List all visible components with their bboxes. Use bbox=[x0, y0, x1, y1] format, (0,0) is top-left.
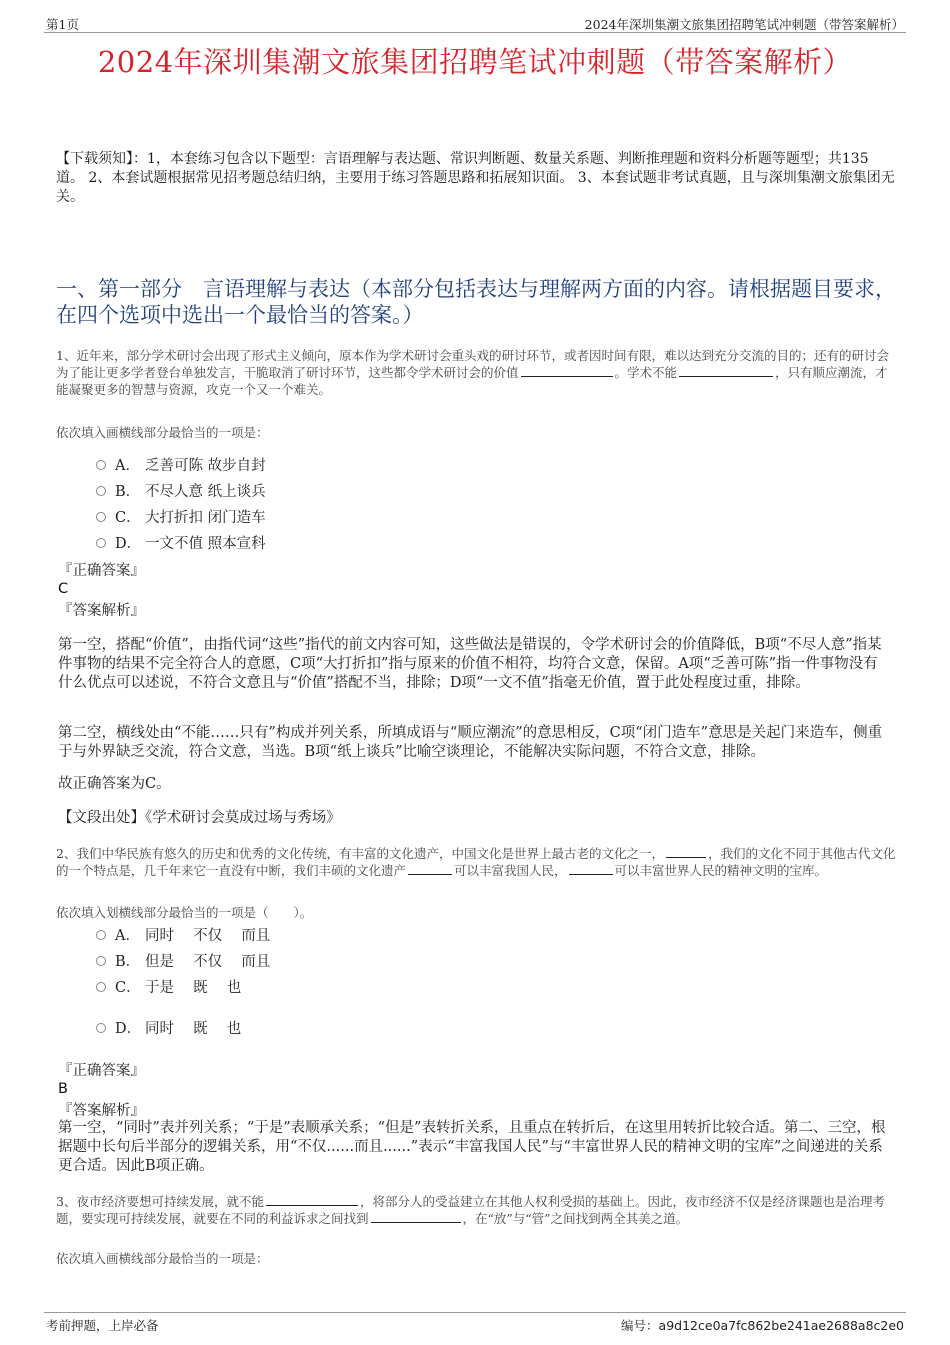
question-2-prompt: 依次填入划横线部分最恰当的一项是（ ）。 bbox=[56, 905, 313, 920]
fill-blank bbox=[266, 1193, 358, 1206]
page-footer bbox=[44, 1312, 906, 1333]
q2-option-d[interactable]: D． 同时 既 也 bbox=[96, 1019, 241, 1039]
radio-icon[interactable] bbox=[96, 486, 106, 496]
q2-answer-label: 『正确答案』 bbox=[58, 1063, 145, 1079]
fill-blank bbox=[408, 862, 452, 875]
q1-analysis-conclusion: 故正确答案为C。 bbox=[58, 776, 171, 792]
q2-analysis-label: 『答案解析』 bbox=[58, 1103, 145, 1119]
radio-icon[interactable] bbox=[96, 930, 106, 940]
footer-slogan: 考前押题，上岸必备 bbox=[46, 1318, 159, 1333]
fill-blank bbox=[569, 862, 613, 875]
question-3-stem: 3、夜市经济要想可持续发展，就不能 ，将部分人的受益建立在其他人权利受损的基础上。因此，夜市经济不仅是经济课题也是治理考题，要实现可持续发展，就要在不同的利益诉求之间找到 ，在“放”与“管”之间找到两全其美之道。 bbox=[56, 1194, 885, 1226]
q1-option-c[interactable]: C． 大打折扣 闭门造车 bbox=[96, 508, 266, 528]
section-heading: 一、第一部分 言语理解与表达（本部分包括表达与理解两方面的内容。请根据题目要求，在四个选项中选出一个最恰当的答案。） bbox=[56, 277, 896, 327]
q2-option-b[interactable]: B． 但是 不仅 而且 bbox=[96, 952, 270, 972]
radio-icon[interactable] bbox=[96, 460, 106, 470]
q2-option-c[interactable]: C． 于是 既 也 bbox=[96, 978, 241, 998]
q2-answer: B bbox=[58, 1081, 68, 1097]
q1-answer-label: 『正确答案』 bbox=[58, 563, 145, 579]
q1-option-d[interactable]: D． 一文不值 照本宣科 bbox=[96, 534, 266, 554]
radio-icon[interactable] bbox=[96, 512, 106, 522]
fill-blank bbox=[521, 364, 613, 377]
radio-icon[interactable] bbox=[96, 1023, 106, 1033]
page-header bbox=[44, 14, 906, 33]
header-doc-title: 2024年深圳集潮文旅集团招聘笔试冲刺题（带答案解析） bbox=[584, 17, 904, 32]
question-3-prompt: 依次填入画横线部分最恰当的一项是： bbox=[56, 1251, 269, 1266]
q1-answer: C bbox=[58, 581, 69, 597]
q1-analysis-para-1: 第一空，搭配“价值”，由指代词“这些”指代的前文内容可知，这些做法是错误的，令学术研讨会的价值降低，B项“不尽人意”指某件事物的结果不完全符合人的意愿，C项“大打折扣”指与原来的价值不相符，均符合文意，保留。A项“乏善可陈”指一件事物没有什么优点可以述说，不符合文意且与“价值”搭配不当，排除；D项“一文不值”指毫无价值，置于此处程度过重，排除。 bbox=[58, 637, 882, 691]
q1-option-b[interactable]: B． 不尽人意 纸上谈兵 bbox=[96, 482, 266, 502]
fill-blank bbox=[679, 364, 773, 377]
radio-icon[interactable] bbox=[96, 538, 106, 548]
question-2-stem: 2、我们中华民族有悠久的历史和优秀的文化传统，有丰富的文化遗产，中国文化是世界上最古老的文化之一， ，我们的文化不同于其他古代文化的一个特点是，几千年来它一直没有中断，我们丰硕的文化遗产 可以丰富我国人民， 可以丰富世界人民的精神文明的宝库。 bbox=[56, 846, 896, 878]
fill-blank bbox=[371, 1210, 461, 1223]
q2-option-a[interactable]: A． 同时 不仅 而且 bbox=[96, 926, 270, 946]
q1-analysis-label: 『答案解析』 bbox=[58, 603, 145, 619]
page-number-label: 第1页 bbox=[46, 17, 79, 32]
fill-blank bbox=[666, 845, 706, 858]
q1-option-a[interactable]: A． 乏善可陈 故步自封 bbox=[96, 456, 266, 476]
question-1-prompt: 依次填入画横线部分最恰当的一项是： bbox=[56, 425, 269, 440]
question-1-stem: 1、近年来，部分学术研讨会出现了形式主义倾向，原本作为学术研讨会重头戏的研讨环节，或者因时间有限，难以达到充分交流的目的；还有的研讨会为了能让更多学者登台单独发言，干脆取消了研讨环节，这些都令学术研讨会的价值 。学术不能 ，只有顺应潮流，才能凝聚更多的智慧与资源，攻克一个又一个难关。 bbox=[56, 348, 889, 397]
q1-source: 【文段出处】《学术研讨会莫成过场与秀场》 bbox=[58, 810, 341, 826]
q2-analysis: 第一空，“同时”表并列关系；“于是”表顺承关系；“但是”表转折关系，且重点在转折后，在这里用转折比较合适。第二、三空，根据题中长句后半部分的逻辑关系，用“不仅......而且......”表示“丰富我国人民”与“丰富世界人民的精神文明的宝库”之间递进的关系更合适。因此B项正确。 bbox=[58, 1120, 886, 1174]
document-title: 2024年深圳集潮文旅集团招聘笔试冲刺题（带答案解析） bbox=[97, 45, 853, 79]
radio-icon[interactable] bbox=[96, 982, 106, 992]
footer-serial-number: 编号：a9d12ce0a7fc862be241ae2688a8c2e0 bbox=[621, 1318, 904, 1333]
download-notice: 【下载须知】：1，本套练习包含以下题型：言语理解与表达题、常识判断题、数量关系题、判断推理题和资料分析题等题型；共135道。 2、本套试题根据常见招考题总结归纳，主要用于练习答题思路和拓展知识面。 3、本套试题非考试真题，且与深圳集潮文旅集团无关。 bbox=[56, 151, 895, 205]
q1-analysis-para-2: 第二空，横线处由“不能……只有”构成并列关系，所填成语与“顺应潮流”的意思相反，C项“闭门造车”意思是关起门来造车，侧重于与外界缺乏交流，符合文意，当选。B项“纸上谈兵”比喻空谈理论，不能解决实际问题，不符合文意，排除。 bbox=[58, 725, 883, 760]
radio-icon[interactable] bbox=[96, 956, 106, 966]
